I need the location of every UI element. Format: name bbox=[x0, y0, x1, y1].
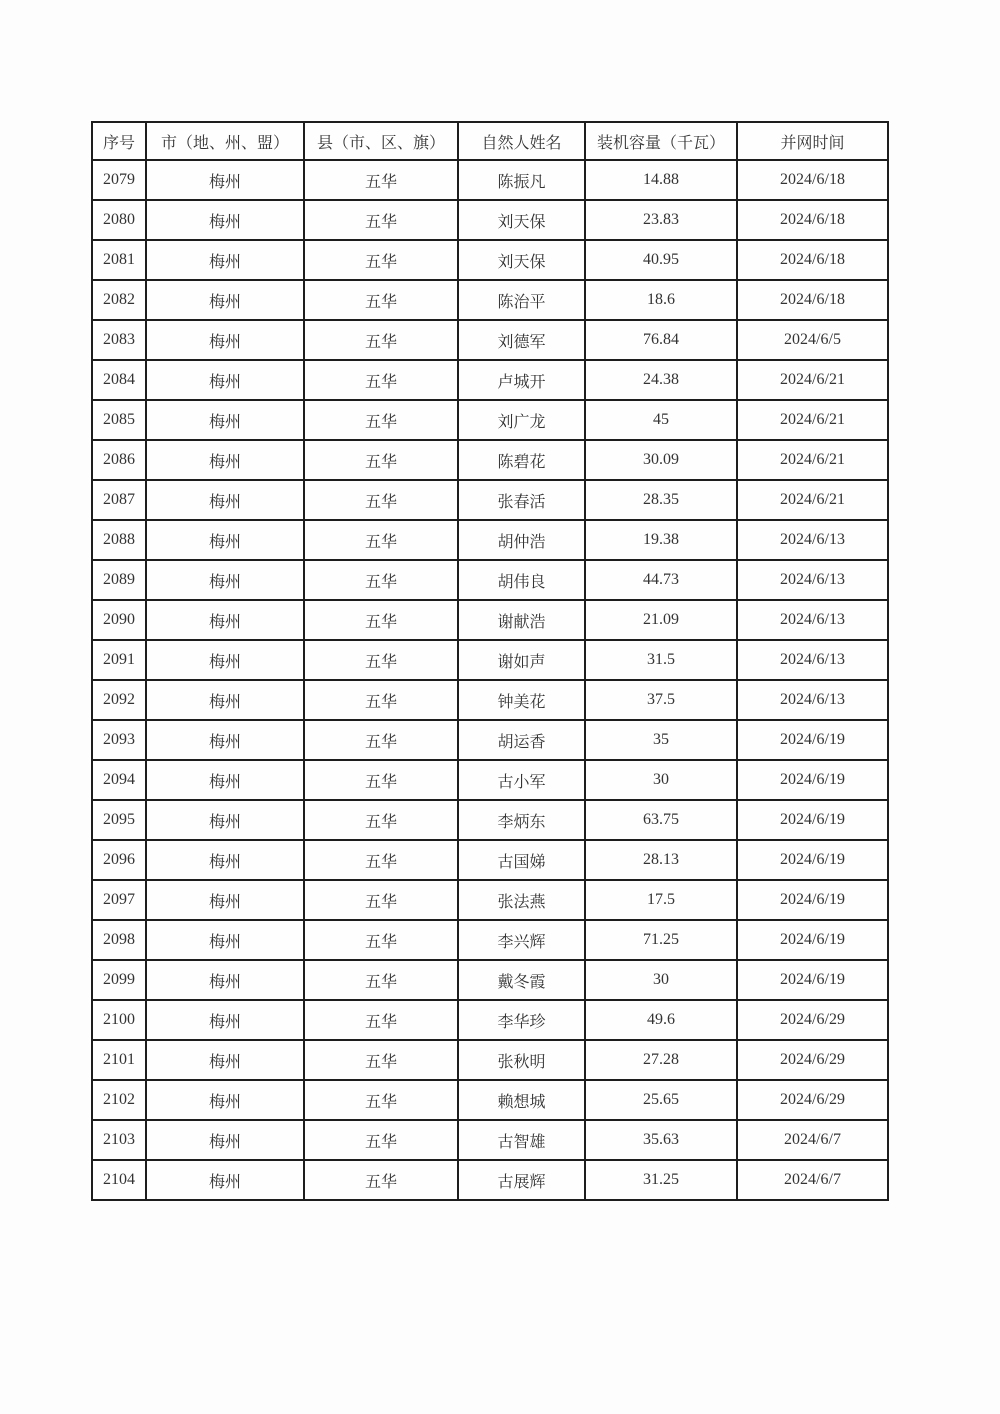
cell-serial-number: 2104 bbox=[92, 1160, 146, 1200]
cell-capacity-kw: 28.35 bbox=[585, 480, 737, 520]
cell-grid-connection-date: 2024/6/18 bbox=[737, 280, 888, 320]
cell-serial-number: 2086 bbox=[92, 440, 146, 480]
cell-county: 五华 bbox=[304, 680, 458, 720]
cell-serial-number: 2102 bbox=[92, 1080, 146, 1120]
cell-capacity-kw: 44.73 bbox=[585, 560, 737, 600]
cell-city: 梅州 bbox=[146, 760, 304, 800]
cell-capacity-kw: 25.65 bbox=[585, 1080, 737, 1120]
cell-county: 五华 bbox=[304, 360, 458, 400]
cell-person-name: 胡伟良 bbox=[458, 560, 585, 600]
cell-grid-connection-date: 2024/6/13 bbox=[737, 600, 888, 640]
cell-serial-number: 2079 bbox=[92, 160, 146, 200]
cell-person-name: 张秋明 bbox=[458, 1040, 585, 1080]
cell-serial-number: 2101 bbox=[92, 1040, 146, 1080]
cell-serial-number: 2081 bbox=[92, 240, 146, 280]
cell-serial-number: 2087 bbox=[92, 480, 146, 520]
cell-person-name: 刘德军 bbox=[458, 320, 585, 360]
cell-capacity-kw: 30 bbox=[585, 960, 737, 1000]
cell-city: 梅州 bbox=[146, 920, 304, 960]
cell-capacity-kw: 24.38 bbox=[585, 360, 737, 400]
cell-serial-number: 2091 bbox=[92, 640, 146, 680]
cell-serial-number: 2090 bbox=[92, 600, 146, 640]
cell-capacity-kw: 23.83 bbox=[585, 200, 737, 240]
cell-person-name: 谢献浩 bbox=[458, 600, 585, 640]
table-row bbox=[92, 400, 888, 440]
cell-city: 梅州 bbox=[146, 400, 304, 440]
cell-person-name: 古智雄 bbox=[458, 1120, 585, 1160]
cell-person-name: 张春活 bbox=[458, 480, 585, 520]
cell-person-name: 刘天保 bbox=[458, 200, 585, 240]
cell-capacity-kw: 49.6 bbox=[585, 1000, 737, 1040]
cell-serial-number: 2096 bbox=[92, 840, 146, 880]
grid-connection-records-table bbox=[91, 121, 889, 1201]
cell-grid-connection-date: 2024/6/7 bbox=[737, 1120, 888, 1160]
cell-capacity-kw: 76.84 bbox=[585, 320, 737, 360]
cell-capacity-kw: 45 bbox=[585, 400, 737, 440]
cell-city: 梅州 bbox=[146, 840, 304, 880]
cell-grid-connection-date: 2024/6/19 bbox=[737, 800, 888, 840]
table-row bbox=[92, 320, 888, 360]
cell-city: 梅州 bbox=[146, 960, 304, 1000]
cell-county: 五华 bbox=[304, 560, 458, 600]
table-row bbox=[92, 760, 888, 800]
cell-serial-number: 2099 bbox=[92, 960, 146, 1000]
cell-person-name: 赖想城 bbox=[458, 1080, 585, 1120]
cell-grid-connection-date: 2024/6/29 bbox=[737, 1000, 888, 1040]
table-row bbox=[92, 520, 888, 560]
cell-serial-number: 2085 bbox=[92, 400, 146, 440]
cell-city: 梅州 bbox=[146, 680, 304, 720]
cell-serial-number: 2089 bbox=[92, 560, 146, 600]
cell-capacity-kw: 14.88 bbox=[585, 160, 737, 200]
cell-person-name: 古展辉 bbox=[458, 1160, 585, 1200]
cell-serial-number: 2095 bbox=[92, 800, 146, 840]
cell-person-name: 陈治平 bbox=[458, 280, 585, 320]
table-row bbox=[92, 840, 888, 880]
cell-person-name: 张法燕 bbox=[458, 880, 585, 920]
cell-county: 五华 bbox=[304, 1160, 458, 1200]
cell-city: 梅州 bbox=[146, 720, 304, 760]
cell-capacity-kw: 27.28 bbox=[585, 1040, 737, 1080]
cell-grid-connection-date: 2024/6/19 bbox=[737, 880, 888, 920]
table-row bbox=[92, 1000, 888, 1040]
cell-grid-connection-date: 2024/6/19 bbox=[737, 720, 888, 760]
cell-person-name: 李华珍 bbox=[458, 1000, 585, 1040]
cell-capacity-kw: 37.5 bbox=[585, 680, 737, 720]
cell-city: 梅州 bbox=[146, 240, 304, 280]
cell-city: 梅州 bbox=[146, 1000, 304, 1040]
cell-county: 五华 bbox=[304, 960, 458, 1000]
cell-grid-connection-date: 2024/6/29 bbox=[737, 1040, 888, 1080]
table-row bbox=[92, 240, 888, 280]
table-row bbox=[92, 1040, 888, 1080]
cell-grid-connection-date: 2024/6/7 bbox=[737, 1160, 888, 1200]
cell-capacity-kw: 31.5 bbox=[585, 640, 737, 680]
cell-county: 五华 bbox=[304, 280, 458, 320]
table-row bbox=[92, 200, 888, 240]
cell-serial-number: 2103 bbox=[92, 1120, 146, 1160]
cell-person-name: 胡仲浩 bbox=[458, 520, 585, 560]
cell-county: 五华 bbox=[304, 880, 458, 920]
cell-grid-connection-date: 2024/6/21 bbox=[737, 440, 888, 480]
cell-serial-number: 2080 bbox=[92, 200, 146, 240]
cell-grid-connection-date: 2024/6/29 bbox=[737, 1080, 888, 1120]
cell-city: 梅州 bbox=[146, 200, 304, 240]
cell-county: 五华 bbox=[304, 1120, 458, 1160]
cell-grid-connection-date: 2024/6/13 bbox=[737, 680, 888, 720]
cell-county: 五华 bbox=[304, 1080, 458, 1120]
cell-city: 梅州 bbox=[146, 1160, 304, 1200]
cell-county: 五华 bbox=[304, 480, 458, 520]
cell-person-name: 刘天保 bbox=[458, 240, 585, 280]
cell-city: 梅州 bbox=[146, 800, 304, 840]
cell-person-name: 卢城开 bbox=[458, 360, 585, 400]
cell-capacity-kw: 30 bbox=[585, 760, 737, 800]
cell-grid-connection-date: 2024/6/13 bbox=[737, 640, 888, 680]
cell-grid-connection-date: 2024/6/18 bbox=[737, 240, 888, 280]
cell-serial-number: 2093 bbox=[92, 720, 146, 760]
table-row bbox=[92, 480, 888, 520]
cell-county: 五华 bbox=[304, 840, 458, 880]
cell-person-name: 陈振凡 bbox=[458, 160, 585, 200]
header-cell-city: 市（地、州、盟） bbox=[146, 122, 304, 160]
cell-capacity-kw: 18.6 bbox=[585, 280, 737, 320]
cell-capacity-kw: 63.75 bbox=[585, 800, 737, 840]
table-row bbox=[92, 880, 888, 920]
cell-county: 五华 bbox=[304, 200, 458, 240]
cell-person-name: 李炳东 bbox=[458, 800, 585, 840]
cell-city: 梅州 bbox=[146, 1120, 304, 1160]
cell-serial-number: 2088 bbox=[92, 520, 146, 560]
cell-county: 五华 bbox=[304, 240, 458, 280]
cell-county: 五华 bbox=[304, 920, 458, 960]
cell-county: 五华 bbox=[304, 1000, 458, 1040]
table-row bbox=[92, 960, 888, 1000]
cell-serial-number: 2092 bbox=[92, 680, 146, 720]
cell-capacity-kw: 35.63 bbox=[585, 1120, 737, 1160]
table-row bbox=[92, 160, 888, 200]
cell-grid-connection-date: 2024/6/19 bbox=[737, 960, 888, 1000]
cell-county: 五华 bbox=[304, 600, 458, 640]
cell-serial-number: 2097 bbox=[92, 880, 146, 920]
cell-grid-connection-date: 2024/6/21 bbox=[737, 360, 888, 400]
cell-person-name: 钟美花 bbox=[458, 680, 585, 720]
cell-county: 五华 bbox=[304, 760, 458, 800]
cell-grid-connection-date: 2024/6/19 bbox=[737, 920, 888, 960]
cell-county: 五华 bbox=[304, 720, 458, 760]
cell-city: 梅州 bbox=[146, 880, 304, 920]
table-row bbox=[92, 720, 888, 760]
cell-capacity-kw: 17.5 bbox=[585, 880, 737, 920]
cell-serial-number: 2083 bbox=[92, 320, 146, 360]
table-row bbox=[92, 600, 888, 640]
table-row bbox=[92, 360, 888, 400]
table-row bbox=[92, 560, 888, 600]
cell-person-name: 胡运香 bbox=[458, 720, 585, 760]
cell-grid-connection-date: 2024/6/19 bbox=[737, 760, 888, 800]
table-row bbox=[92, 1160, 888, 1200]
table-row bbox=[92, 1080, 888, 1120]
header-cell-county: 县（市、区、旗） bbox=[304, 122, 458, 160]
cell-person-name: 陈碧花 bbox=[458, 440, 585, 480]
cell-person-name: 古小军 bbox=[458, 760, 585, 800]
table-row bbox=[92, 920, 888, 960]
cell-capacity-kw: 19.38 bbox=[585, 520, 737, 560]
cell-grid-connection-date: 2024/6/13 bbox=[737, 520, 888, 560]
cell-county: 五华 bbox=[304, 160, 458, 200]
cell-serial-number: 2098 bbox=[92, 920, 146, 960]
table-row bbox=[92, 640, 888, 680]
cell-grid-connection-date: 2024/6/19 bbox=[737, 840, 888, 880]
cell-city: 梅州 bbox=[146, 320, 304, 360]
table-row bbox=[92, 280, 888, 320]
header-cell-serial-number: 序号 bbox=[92, 122, 146, 160]
cell-county: 五华 bbox=[304, 800, 458, 840]
cell-capacity-kw: 35 bbox=[585, 720, 737, 760]
cell-county: 五华 bbox=[304, 1040, 458, 1080]
header-cell-grid-connection-date: 并网时间 bbox=[737, 122, 888, 160]
cell-grid-connection-date: 2024/6/21 bbox=[737, 400, 888, 440]
cell-grid-connection-date: 2024/6/21 bbox=[737, 480, 888, 520]
cell-city: 梅州 bbox=[146, 560, 304, 600]
header-cell-capacity-kw: 装机容量（千瓦） bbox=[585, 122, 737, 160]
cell-grid-connection-date: 2024/6/5 bbox=[737, 320, 888, 360]
cell-city: 梅州 bbox=[146, 480, 304, 520]
header-cell-person-name: 自然人姓名 bbox=[458, 122, 585, 160]
cell-city: 梅州 bbox=[146, 600, 304, 640]
cell-city: 梅州 bbox=[146, 640, 304, 680]
cell-county: 五华 bbox=[304, 640, 458, 680]
cell-person-name: 刘广龙 bbox=[458, 400, 585, 440]
cell-capacity-kw: 28.13 bbox=[585, 840, 737, 880]
cell-serial-number: 2094 bbox=[92, 760, 146, 800]
cell-capacity-kw: 30.09 bbox=[585, 440, 737, 480]
cell-capacity-kw: 40.95 bbox=[585, 240, 737, 280]
table-body bbox=[92, 160, 888, 1200]
cell-capacity-kw: 21.09 bbox=[585, 600, 737, 640]
cell-city: 梅州 bbox=[146, 360, 304, 400]
cell-county: 五华 bbox=[304, 400, 458, 440]
cell-city: 梅州 bbox=[146, 440, 304, 480]
cell-city: 梅州 bbox=[146, 280, 304, 320]
cell-city: 梅州 bbox=[146, 1040, 304, 1080]
table-row bbox=[92, 440, 888, 480]
cell-grid-connection-date: 2024/6/18 bbox=[737, 160, 888, 200]
cell-grid-connection-date: 2024/6/18 bbox=[737, 200, 888, 240]
cell-person-name: 李兴辉 bbox=[458, 920, 585, 960]
cell-county: 五华 bbox=[304, 320, 458, 360]
table-row bbox=[92, 1120, 888, 1160]
table-row bbox=[92, 800, 888, 840]
cell-serial-number: 2082 bbox=[92, 280, 146, 320]
cell-capacity-kw: 31.25 bbox=[585, 1160, 737, 1200]
cell-county: 五华 bbox=[304, 520, 458, 560]
cell-serial-number: 2084 bbox=[92, 360, 146, 400]
cell-grid-connection-date: 2024/6/13 bbox=[737, 560, 888, 600]
table-row bbox=[92, 680, 888, 720]
cell-capacity-kw: 71.25 bbox=[585, 920, 737, 960]
cell-city: 梅州 bbox=[146, 160, 304, 200]
cell-person-name: 戴冬霞 bbox=[458, 960, 585, 1000]
cell-city: 梅州 bbox=[146, 1080, 304, 1120]
header-row bbox=[92, 122, 888, 160]
cell-person-name: 古国娣 bbox=[458, 840, 585, 880]
cell-city: 梅州 bbox=[146, 520, 304, 560]
cell-county: 五华 bbox=[304, 440, 458, 480]
cell-person-name: 谢如声 bbox=[458, 640, 585, 680]
cell-serial-number: 2100 bbox=[92, 1000, 146, 1040]
